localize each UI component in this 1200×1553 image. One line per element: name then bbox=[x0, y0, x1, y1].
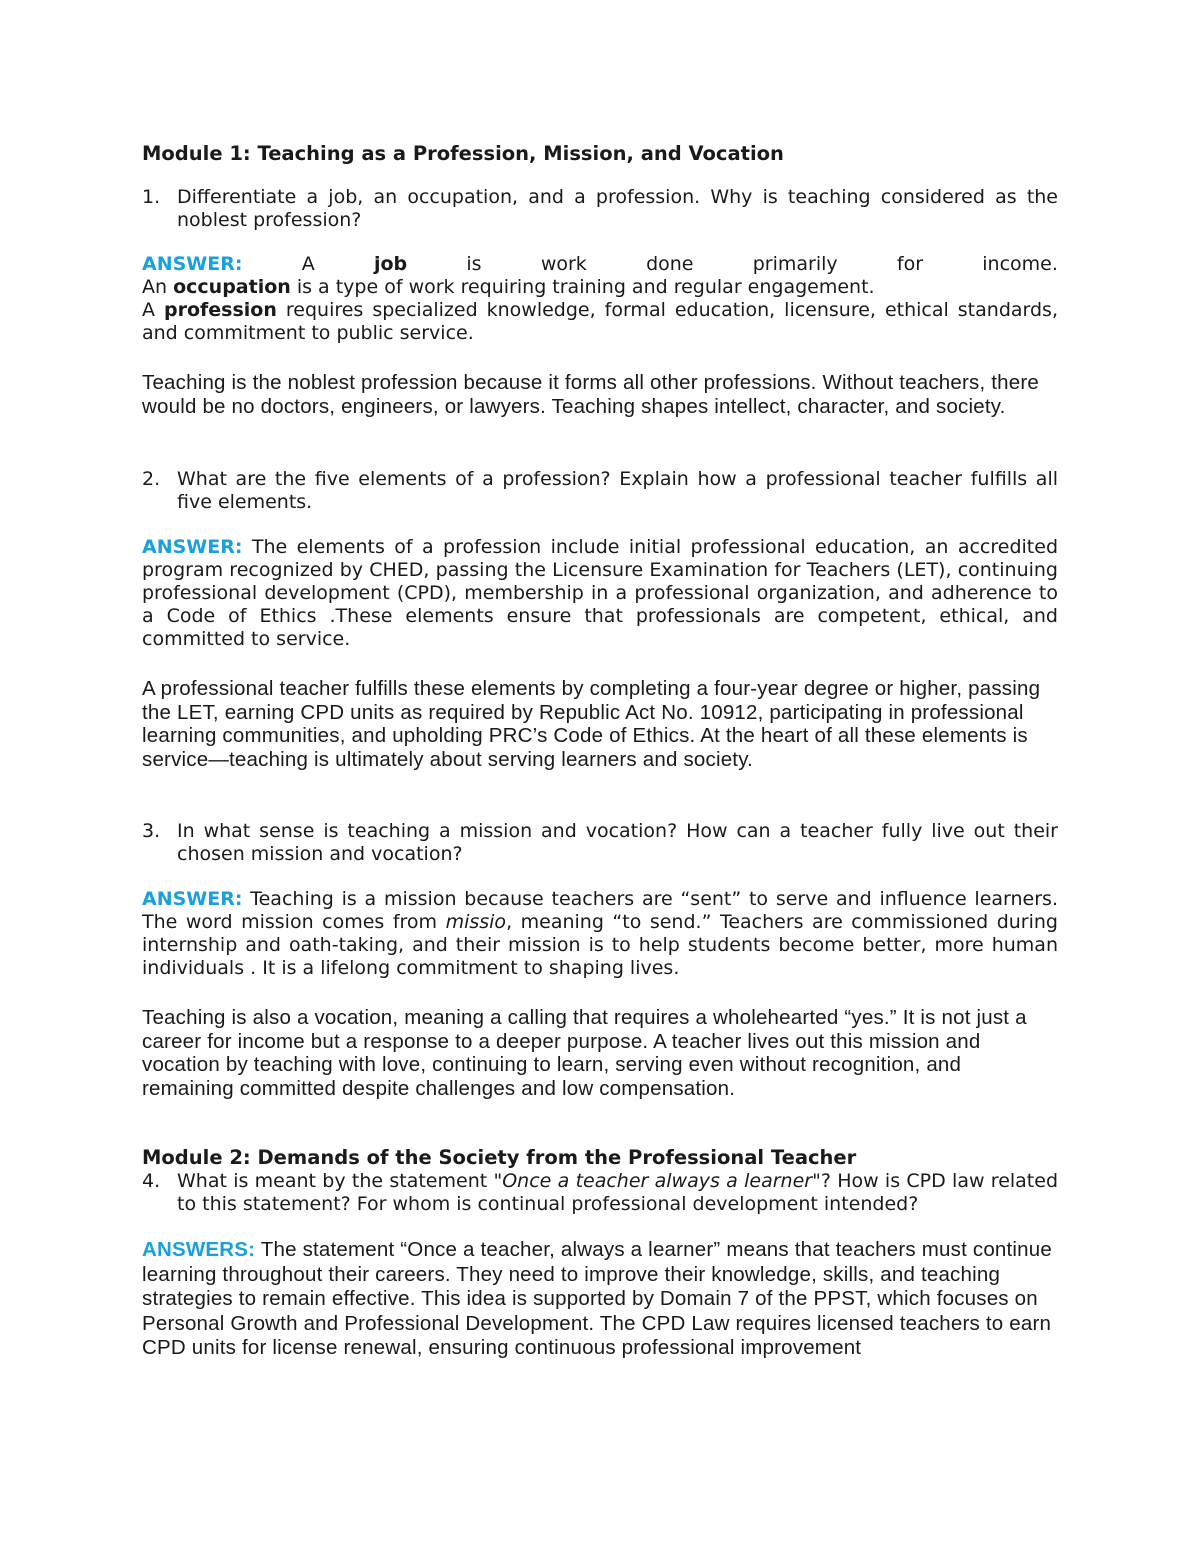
question-4 bbox=[142, 1170, 1058, 1216]
answer-word: for bbox=[896, 253, 924, 275]
question-2 bbox=[142, 468, 1058, 514]
text-span: , meaning “to send.” Teachers are commissioned during internship and oath-taking, and their mission is to help students become better, more human individuals . It is a lifelong commitment to shaping lives. bbox=[142, 911, 1058, 979]
answer-label: ANSWERS: bbox=[142, 1238, 256, 1261]
text-span: is a type of work requiring training and regular engagement. bbox=[290, 276, 875, 298]
quoted-statement: Once a teacher always a learner bbox=[502, 1170, 813, 1192]
text-span: Teaching is a mission because teachers are “sent” to serve and influence learners. The word mission comes from bbox=[142, 888, 1058, 933]
answer-3-paragraph-1 bbox=[142, 888, 1058, 980]
text-span: The statement “Once a teacher, always a learner” means that teachers must continue learning throughout their careers. They need to improve their knowledge, skills, and teaching strategies to remain effective. This idea is supported by Domain 7 of the PPST, which focuses on Personal Growth and Professional Development. The CPD Law requires licensed teachers to earn CPD units for license renewal, ensuring continuous professional improvement bbox=[142, 1238, 1052, 1359]
profession-term: profession bbox=[164, 299, 277, 321]
text-span: "? How is CPD law related to this statement? For whom is continual professional development intended? bbox=[177, 1170, 1058, 1215]
answer-1-profession bbox=[142, 299, 1058, 345]
module-1-title: Module 1: Teaching as a Profession, Mission, and Vocation bbox=[142, 142, 784, 165]
answer-1-paragraph-2: Teaching is the noblest profession because it forms all other professions. Without teachers, there would be no doctors, engineers, or lawyers. Teaching shapes intellect, character, and society. bbox=[142, 371, 1040, 418]
answer-label: ANSWER: bbox=[142, 536, 243, 558]
text-span: The elements of a profession include initial professional education, an accredited program recognized by CHED, passing the Licensure Examination for Teachers (LET), continuing professional development (CPD), membership in a professional organization, and adherence to a Code of Ethics .These elements ensure that professionals are competent, ethical, and committed to service. bbox=[142, 536, 1058, 650]
answer-word: A bbox=[301, 253, 315, 275]
answer-3-paragraph-2: Teaching is also a vocation, meaning a calling that requires a wholehearted “yes.” It is not just a career for income but a response to a deeper purpose. A teacher lives out this mission and vocation by teaching with love, continuing to learn, serving even without recognition, and remaining committed despite challenges and low compensation. bbox=[142, 1006, 1027, 1100]
question-number: 2. bbox=[142, 468, 161, 490]
answer-1-first-line bbox=[142, 253, 1058, 276]
answer-word: job bbox=[373, 253, 408, 275]
document-page bbox=[142, 138, 1058, 1361]
occupation-term: occupation bbox=[173, 276, 291, 298]
answer-word: work bbox=[540, 253, 587, 275]
answer-word: is bbox=[466, 253, 482, 275]
question-number: 4. bbox=[142, 1170, 161, 1192]
answer-word: done bbox=[646, 253, 694, 275]
answer-1 bbox=[142, 253, 1058, 345]
question-number: 1. bbox=[142, 186, 161, 208]
answer-word: primarily bbox=[752, 253, 838, 275]
question-1 bbox=[142, 186, 1058, 232]
answer-word: income. bbox=[982, 253, 1058, 275]
question-text: In what sense is teaching a mission and vocation? How can a teacher fully live out their chosen mission and vocation? bbox=[177, 820, 1058, 865]
question-text: Differentiate a job, an occupation, and a profession. Why is teaching considered as the noblest profession? bbox=[177, 186, 1058, 231]
text-span: An bbox=[142, 276, 174, 298]
text-span: What is meant by the statement " bbox=[177, 1170, 503, 1192]
question-text: What are the five elements of a profession? Explain how a professional teacher fulfills all five elements. bbox=[177, 468, 1058, 513]
answer-2-paragraph-2: A professional teacher fulfills these elements by completing a four-year degree or higher, passing the LET, earning CPD units as required by Republic Act No. 10912, participating in professional learning communities, and upholding PRC’s Code of Ethics. At the heart of all these elements is service—teaching is ultimately about serving learners and society. bbox=[142, 677, 1041, 771]
question-text bbox=[177, 1170, 1058, 1216]
question-3 bbox=[142, 820, 1058, 866]
answer-label: ANSWER: bbox=[142, 253, 243, 275]
answer-1-occupation bbox=[142, 276, 1058, 299]
question-number: 3. bbox=[142, 820, 161, 842]
answer-2-paragraph-1 bbox=[142, 536, 1058, 651]
answer-label: ANSWER: bbox=[142, 888, 243, 910]
text-span: A bbox=[142, 299, 164, 321]
module-2-title: Module 2: Demands of the Society from the Professional Teacher bbox=[142, 1146, 857, 1169]
answer-4-paragraph-1 bbox=[142, 1238, 1058, 1361]
text-span: requires specialized knowledge, formal education, licensure, ethical standards, and commitment to public service. bbox=[142, 299, 1058, 344]
missio-term: missio bbox=[445, 911, 507, 933]
